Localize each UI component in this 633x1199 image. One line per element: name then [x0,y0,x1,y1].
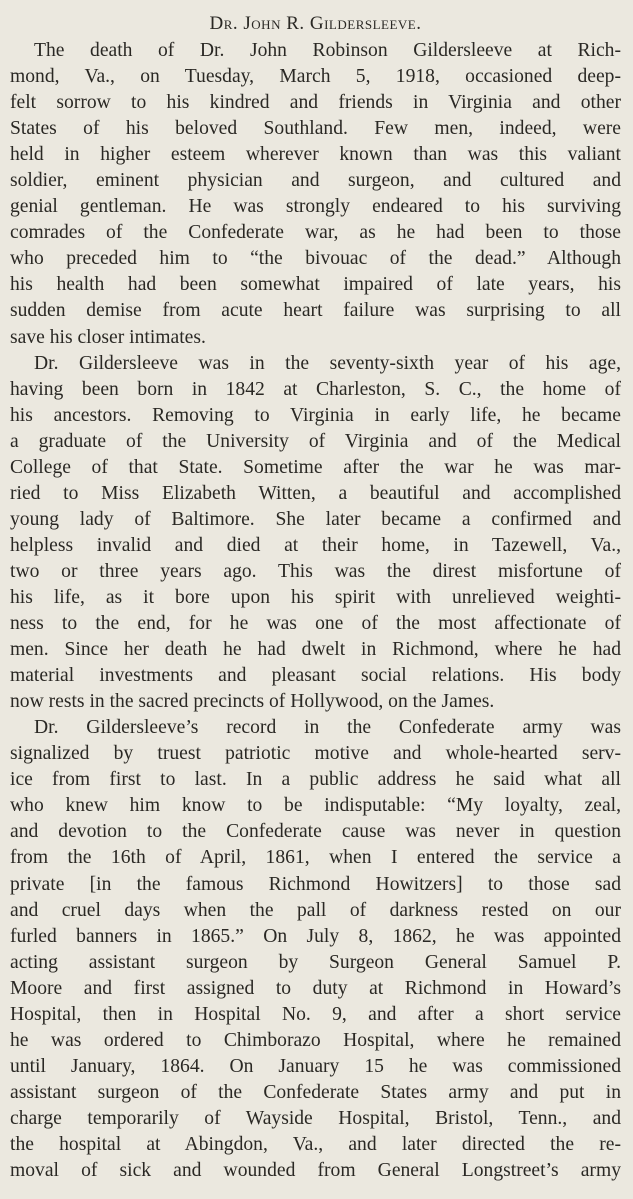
text-line: private [in the famous Richmond Howitzers] to those sad [10,873,621,895]
text-line: charge temporarily of Wayside Hospital, Bristol, Tenn., and [10,1107,621,1129]
text-line: mond, Va., on Tuesday, March 5, 1918, occasioned deep- [10,66,621,88]
paragraph [10,351,621,716]
text-line: comrades of the Confederate war, as he had been to those [10,222,621,244]
text-line: assistant surgeon of the Confederate States army and put in [10,1081,621,1103]
text-line: his ancestors. Removing to Virginia in early life, he became [10,404,621,426]
text-line: acting assistant surgeon by Surgeon General Samuel P. [10,951,621,973]
text-line: sudden demise from acute heart failure was surprising to all [10,300,621,322]
text-line: now rests in the sacred precincts of Hollywood, on the James. [10,691,495,713]
text-line: he was ordered to Chimborazo Hospital, where he remained [10,1029,621,1051]
text-line: his life, as it bore upon his spirit with unrelieved weighti- [10,586,621,608]
paragraph [10,715,621,1184]
text-line: young lady of Baltimore. She later became a confirmed and [10,508,621,530]
text-line: ice from first to last. In a public address he said what all [10,769,621,791]
text-line: his health had been somewhat impaired of late years, his [10,274,621,296]
text-line: having been born in 1842 at Charleston, S. C., the home of [10,378,621,400]
article-heading: Dr. John R. Gildersleeve. [209,13,422,34]
text-line: Hospital, then in Hospital No. 9, and after a short service [10,1003,621,1025]
text-line: held in higher esteem wherever known than was this valiant [10,144,621,166]
text-line: until January, 1864. On January 15 he was commissioned [10,1055,621,1077]
text-line: a graduate of the University of Virginia and of the Medical [10,430,621,452]
text-line: ried to Miss Elizabeth Witten, a beautiful and accomplished [10,482,621,504]
text-line: Dr. Gildersleeve’s record in the Confederate army was [34,717,621,739]
article-body [10,38,621,1184]
text-line: ness to the end, for he was one of the most affectionate of [10,613,621,635]
text-line: College of that State. Sometime after the war he was mar- [10,456,621,478]
text-line: The death of Dr. John Robinson Gildersleeve at Rich- [34,40,621,61]
text-line: from the 16th of April, 1861, when I entered the service a [10,847,621,869]
text-line: and devotion to the Confederate cause was never in question [10,821,621,843]
text-line: Moore and first assigned to duty at Richmond in Howard’s [10,977,621,999]
text-line: signalized by truest patriotic motive and whole-hearted serv- [10,743,621,765]
text-line: soldier, eminent physician and surgeon, and cultured and [10,170,621,192]
text-line: moval of sick and wounded from General Longstreet’s army [10,1160,621,1182]
paragraph [10,38,621,351]
text-line: States of his beloved Southland. Few men, indeed, were [10,118,621,140]
text-line: felt sorrow to his kindred and friends in Virginia and other [10,92,621,114]
text-line: Dr. Gildersleeve was in the seventy-sixth year of his age, [34,352,621,374]
text-line: who knew him know to be indisputable: “My loyalty, zeal, [10,795,621,817]
text-line: furled banners in 1865.” On July 8, 1862, he was appointed [10,925,621,947]
text-line: who preceded him to “the bivouac of the dead.” Although [10,248,621,270]
text-line: genial gentleman. He was strongly endeared to his surviving [10,196,621,218]
text-line: and cruel days when the pall of darkness rested on our [10,899,621,921]
text-line: material investments and pleasant social relations. His body [10,665,621,687]
text-line: helpless invalid and died at their home, in Tazewell, Va., [10,534,621,556]
text-line: two or three years ago. This was the direst misfortune of [10,560,621,582]
text-line: men. Since her death he had dwelt in Richmond, where he had [10,639,621,661]
text-line: save his closer intimates. [10,326,206,348]
text-line: the hospital at Abingdon, Va., and later directed the re- [10,1133,621,1155]
